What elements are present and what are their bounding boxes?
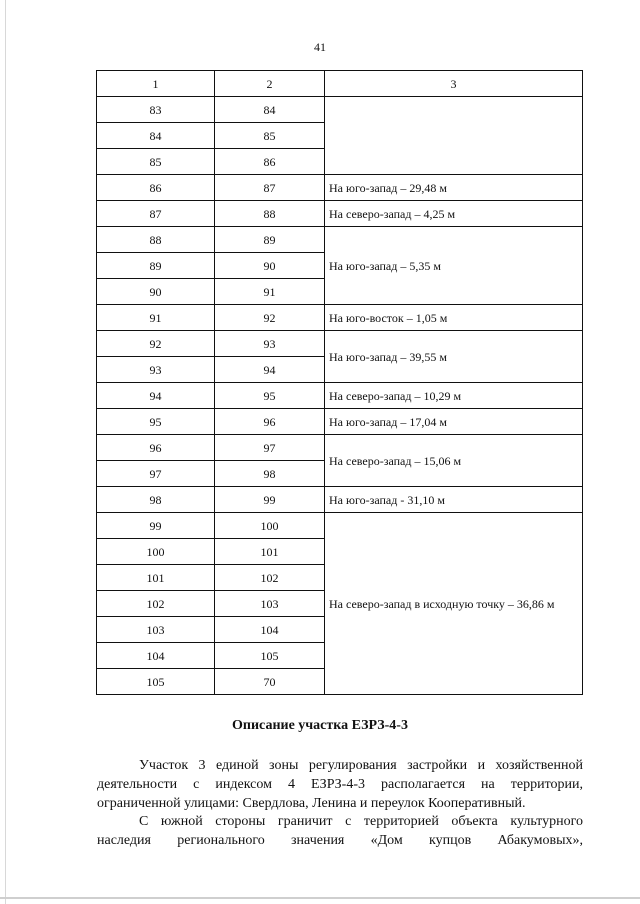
direction-cell: На северо-запад в исходную точку – 36,86 м (325, 513, 583, 695)
point-to: 100 (215, 513, 325, 539)
direction-cell: На юго-восток – 1,05 м (325, 305, 583, 331)
paragraph-line: деятельности с индексом 4 ЕЗРЗ-4-3 располагается на территории, (97, 777, 583, 792)
direction-cell: На юго-запад – 29,48 м (325, 175, 583, 201)
table-row (97, 513, 583, 539)
point-to: 93 (215, 331, 325, 357)
paragraph (97, 756, 583, 813)
point-to: 85 (215, 123, 325, 149)
point-from: 99 (97, 513, 215, 539)
table-row (97, 201, 583, 227)
point-to: 86 (215, 149, 325, 175)
point-to: 70 (215, 669, 325, 695)
column-header: 1 (97, 71, 215, 97)
point-from: 96 (97, 435, 215, 461)
point-from: 91 (97, 305, 215, 331)
point-to: 90 (215, 253, 325, 279)
direction-cell: На юго-запад - 31,10 м (325, 487, 583, 513)
point-to: 87 (215, 175, 325, 201)
direction-cell: На юго-запад – 5,35 м (325, 227, 583, 305)
point-from: 102 (97, 591, 215, 617)
table-row (97, 383, 583, 409)
paragraph-line: С южной стороны граничит с территорией объекта культурного (139, 814, 583, 829)
table-row (97, 435, 583, 461)
point-from: 93 (97, 357, 215, 383)
point-from: 97 (97, 461, 215, 487)
point-from: 100 (97, 539, 215, 565)
boundary-table (96, 70, 583, 695)
point-from: 87 (97, 201, 215, 227)
section-title: Описание участка ЕЗРЗ-4-3 (232, 718, 408, 733)
direction-cell (325, 97, 583, 175)
point-to: 91 (215, 279, 325, 305)
direction-cell: На юго-запад – 39,55 м (325, 331, 583, 383)
point-to: 94 (215, 357, 325, 383)
point-to: 103 (215, 591, 325, 617)
point-from: 98 (97, 487, 215, 513)
point-from: 105 (97, 669, 215, 695)
direction-cell: На северо-запад – 15,06 м (325, 435, 583, 487)
point-from: 86 (97, 175, 215, 201)
point-from: 101 (97, 565, 215, 591)
table-row (97, 227, 583, 253)
point-to: 88 (215, 201, 325, 227)
page-edge (0, 897, 640, 899)
point-to: 99 (215, 487, 325, 513)
point-from: 103 (97, 617, 215, 643)
point-to: 96 (215, 409, 325, 435)
point-from: 84 (97, 123, 215, 149)
direction-cell: На северо-запад – 10,29 м (325, 383, 583, 409)
point-from: 95 (97, 409, 215, 435)
paragraph-line: ограниченной улицами: Свердлова, Ленина и переулок Кооперативный. (97, 796, 526, 811)
direction-cell: На северо-запад – 4,25 м (325, 201, 583, 227)
page-number: 41 (314, 40, 326, 54)
paragraph (97, 812, 583, 850)
point-from: 94 (97, 383, 215, 409)
point-to: 92 (215, 305, 325, 331)
point-to: 84 (215, 97, 325, 123)
point-to: 105 (215, 643, 325, 669)
point-from: 89 (97, 253, 215, 279)
point-to: 97 (215, 435, 325, 461)
point-to: 95 (215, 383, 325, 409)
table-row (97, 331, 583, 357)
column-header: 2 (215, 71, 325, 97)
point-to: 102 (215, 565, 325, 591)
table-header-row (97, 71, 583, 97)
point-from: 88 (97, 227, 215, 253)
point-from: 92 (97, 331, 215, 357)
point-to: 101 (215, 539, 325, 565)
table-row (97, 487, 583, 513)
page-edge (5, 0, 6, 904)
paragraph-line: Участок 3 единой зоны регулирования застройки и хозяйственной (139, 758, 583, 773)
column-header: 3 (325, 71, 583, 97)
point-to: 89 (215, 227, 325, 253)
table-row (97, 409, 583, 435)
point-from: 85 (97, 149, 215, 175)
point-from: 83 (97, 97, 215, 123)
point-to: 104 (215, 617, 325, 643)
direction-cell: На юго-запад – 17,04 м (325, 409, 583, 435)
paragraph-line: наследия регионального значения «Дом купцов Абакумовых», (97, 833, 583, 848)
point-from: 90 (97, 279, 215, 305)
point-from: 104 (97, 643, 215, 669)
table-row (97, 175, 583, 201)
table-row (97, 305, 583, 331)
point-to: 98 (215, 461, 325, 487)
table-row (97, 97, 583, 123)
